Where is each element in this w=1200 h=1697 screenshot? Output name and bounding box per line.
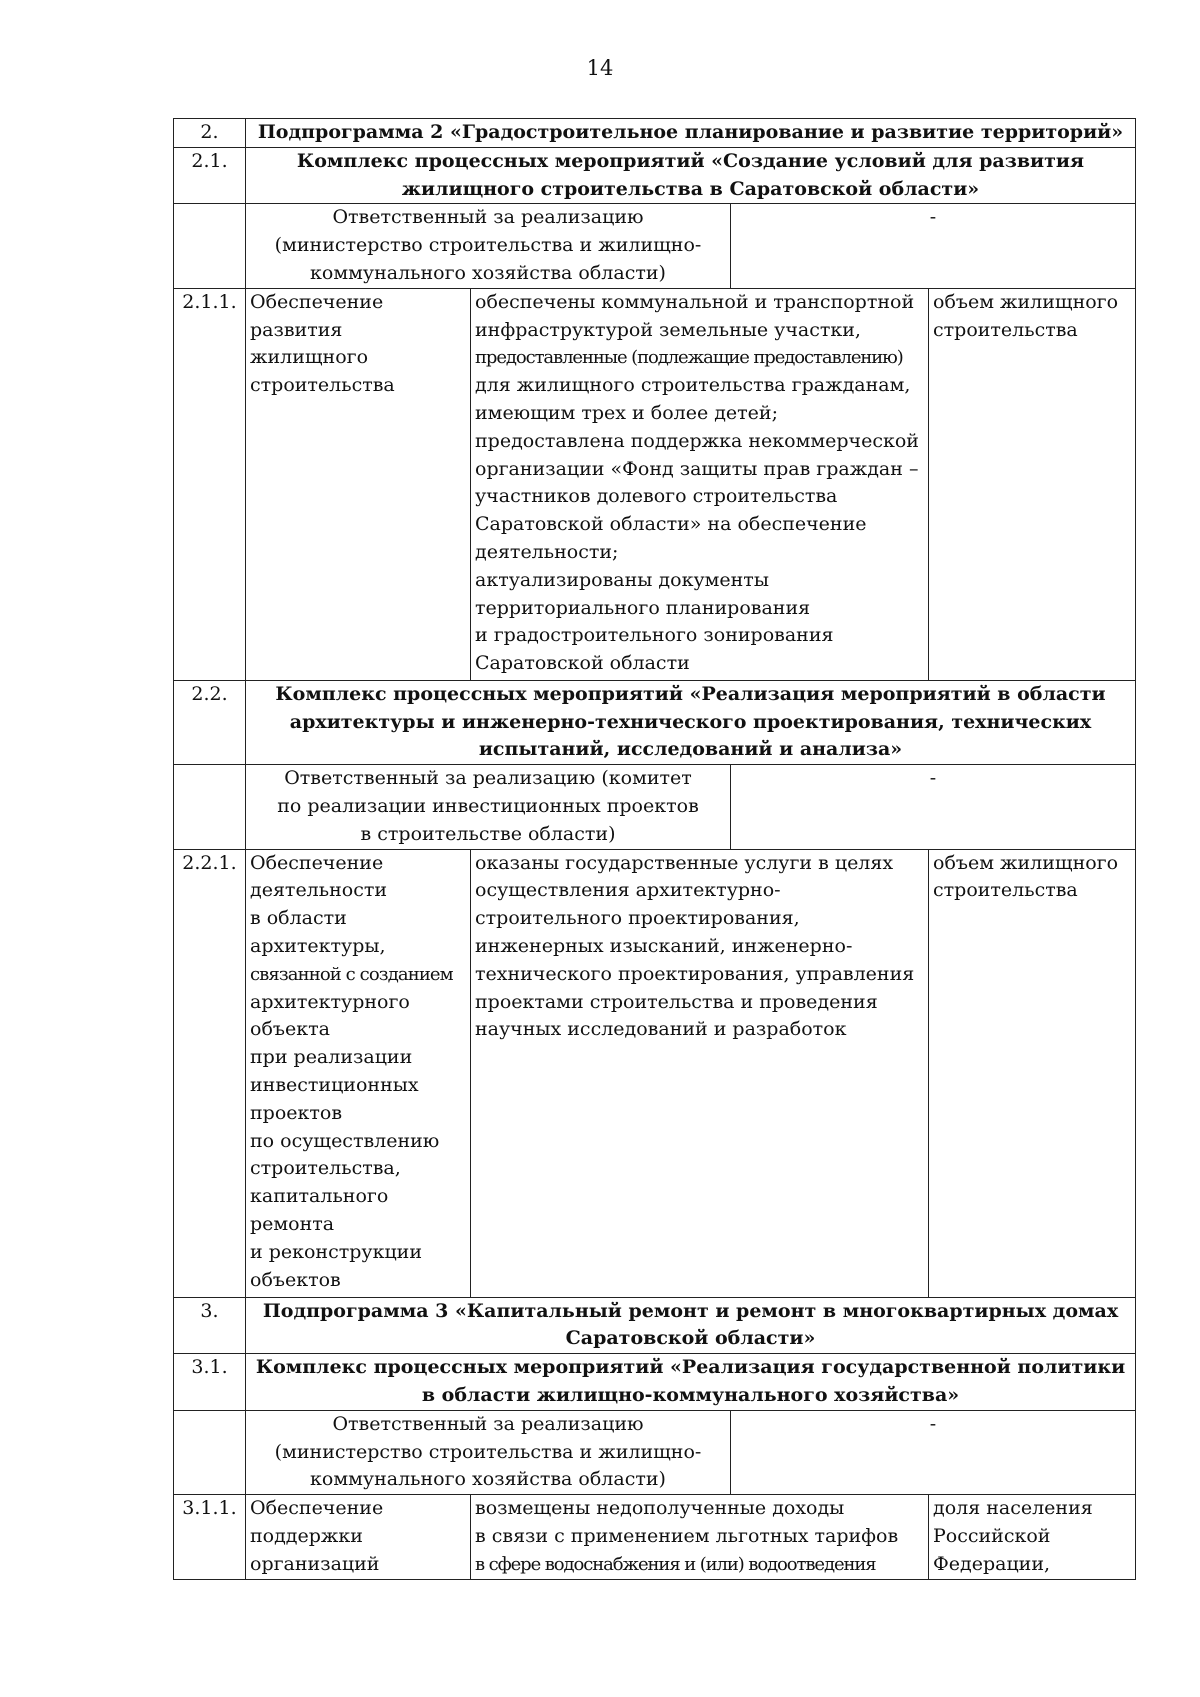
result-line: имеющим трех и более детей; [475,401,778,424]
row-subprogram-3 [174,1297,1136,1354]
complex-title-line: Комплекс процессных мероприятий «Создание условий для развития [296,149,1085,172]
result-line: оказаны государственные услуги в целях [475,851,894,874]
result-cell [471,849,929,1297]
result-line: осуществления архитектурно- [475,879,781,902]
subprogram-title-line: Саратовской области» [565,1327,816,1350]
row-number: 3.1.1. [174,1495,246,1579]
task-line: и реконструкции [250,1240,423,1263]
task-line: инвестиционных [250,1073,419,1096]
empty-cell [174,765,246,849]
result-line: и градостроительного зонирования [475,624,834,647]
result-line: возмещены недополученные доходы [475,1497,845,1520]
complex-title [246,680,1136,764]
task-line: строительства [250,374,395,397]
result-line: Саратовской области» на обеспечение [475,513,867,536]
responsible-line: в строительстве области) [360,822,616,845]
task-line: в области [250,907,347,930]
task-line: капитального [250,1185,389,1208]
responsible-value: - [731,1410,1136,1494]
indicator-line: строительства [933,879,1078,902]
task-line: строительства, [250,1157,401,1180]
responsible-line: (министерство строительства и жилищно- [274,234,702,257]
indicator-line: объем жилищного [933,851,1119,874]
row-complex-2-1 [174,147,1136,204]
row-number: 2.1.1. [174,288,246,680]
responsible-line: по реализации инвестиционных проектов [277,794,699,817]
subprogram-title-line: Подпрограмма 3 «Капитальный ремонт и ремонт в многоквартирных домах [262,1299,1119,1322]
indicator-line: Российской [933,1524,1051,1547]
indicator-line: доля населения [933,1497,1093,1520]
result-line: деятельности; [475,540,619,563]
row-number: 2.2.1. [174,849,246,1297]
result-cell [471,1495,929,1579]
result-line: обеспечены коммунальной и транспортной [475,290,915,313]
complex-title [246,1354,1136,1411]
complex-title-line: Комплекс процессных мероприятий «Реализация государственной политики [255,1356,1126,1379]
task-line: деятельности [250,879,388,902]
responsible-line: (министерство строительства и жилищно- [274,1440,702,1463]
row-measure-2-2-1 [174,849,1136,1297]
row-responsible-2-2 [174,765,1136,849]
result-line: Саратовской области [475,652,690,675]
complex-title-line: в области жилищно-коммунального хозяйства» [421,1383,960,1406]
result-line: проектами строительства и проведения [475,990,878,1013]
responsible-line: Ответственный за реализацию [332,1412,644,1435]
task-line: архитектурного [250,990,410,1013]
row-responsible-3-1 [174,1410,1136,1494]
row-complex-2-2 [174,680,1136,764]
task-line: Обеспечение [250,290,384,313]
result-line: предоставленные (подлежащие предоставлению) [475,347,903,369]
indicator-cell [929,1495,1136,1579]
task-cell [246,849,471,1297]
responsible-line: коммунального хозяйства области) [310,1468,666,1491]
row-number: 2.1. [174,147,246,204]
indicator-line: строительства [933,318,1078,341]
task-line: объекта [250,1018,330,1041]
result-line: организации «Фонд защиты прав граждан – [475,457,919,480]
page-number: 14 [586,56,614,80]
task-cell [246,1495,471,1579]
responsible-value: - [731,765,1136,849]
program-table [173,118,1136,1580]
result-line: строительного проектирования, [475,907,800,930]
complex-title [246,147,1136,204]
row-number: 2. [174,119,246,148]
result-line: инженерных изысканий, инженерно- [475,934,853,957]
row-measure-3-1-1 [174,1495,1136,1579]
result-line: актуализированы документы [475,568,769,591]
empty-cell [174,1410,246,1494]
result-line: для жилищного строительства гражданам, [475,374,911,397]
task-line: развития [250,318,343,341]
row-number: 2.2. [174,680,246,764]
task-line: связанной с созданием [250,963,453,985]
result-line: инфраструктурой земельные участки, [475,318,861,341]
empty-cell [174,204,246,288]
task-line: объектов [250,1268,341,1291]
row-number: 3.1. [174,1354,246,1411]
row-complex-3-1 [174,1354,1136,1411]
subprogram-title [246,1297,1136,1354]
task-line: жилищного [250,346,369,369]
row-measure-2-1-1 [174,288,1136,680]
result-line: в связи с применением льготных тарифов [475,1524,899,1547]
indicator-cell [929,288,1136,680]
task-line: организаций [250,1552,380,1575]
complex-title-line: архитектуры и инженерно-технического проектирования, технических [289,710,1092,733]
result-line: в сфере водоснабжения и (или) водоотведения [475,1553,876,1575]
responsible-line: Ответственный за реализацию (комитет [284,767,692,790]
responsible-label [246,1410,731,1494]
task-line: ремонта [250,1212,335,1235]
row-subprogram-2 [174,119,1136,148]
responsible-line: Ответственный за реализацию [332,206,644,229]
responsible-label [246,765,731,849]
indicator-cell [929,849,1136,1297]
result-line: технического проектирования, управления [475,962,915,985]
indicator-line: Федерации, [933,1552,1051,1575]
task-line: проектов [250,1101,343,1124]
row-number: 3. [174,1297,246,1354]
responsible-value: - [731,204,1136,288]
task-line: Обеспечение [250,851,384,874]
complex-title-line: испытаний, исследований и анализа» [478,738,903,761]
task-line: Обеспечение [250,1497,384,1520]
task-line: поддержки [250,1524,363,1547]
task-line: архитектуры, [250,934,386,957]
task-line: по осуществлению [250,1129,440,1152]
responsible-label [246,204,731,288]
complex-title-line: жилищного строительства в Саратовской области» [401,177,980,200]
row-responsible-2-1 [174,204,1136,288]
result-cell [471,288,929,680]
result-line: предоставлена поддержка некоммерческой [475,429,919,452]
indicator-line: объем жилищного [933,290,1119,313]
responsible-line: коммунального хозяйства области) [310,261,666,284]
complex-title-line: Комплекс процессных мероприятий «Реализация мероприятий в области [275,682,1106,705]
subprogram-title: Подпрограмма 2 «Градостроительное планирование и развитие территорий» [246,119,1136,148]
task-line: при реализации [250,1046,413,1069]
result-line: территориального планирования [475,596,811,619]
result-line: участников долевого строительства [475,485,838,508]
task-cell [246,288,471,680]
result-line: научных исследований и разработок [475,1018,847,1041]
